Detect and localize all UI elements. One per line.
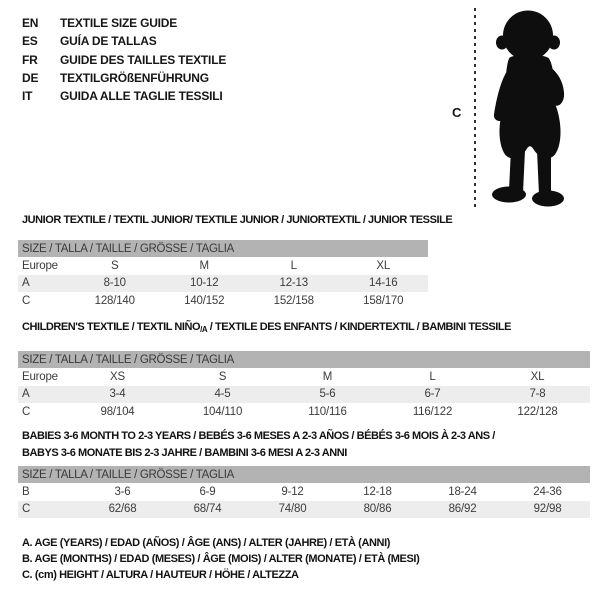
age-cell: 14-16 <box>369 277 398 290</box>
height-cell: 128/140 <box>94 294 135 307</box>
months-cell: 6-9 <box>199 485 216 498</box>
age-cell: 5-6 <box>319 388 336 401</box>
table-row-months <box>18 483 590 501</box>
size-header-bar: SIZE / TALLA / TAILLE / GRÖSSE / TAGLIA <box>18 351 590 368</box>
age-cell: 6-7 <box>424 388 441 401</box>
months-cell: 18-24 <box>448 485 477 498</box>
months-cell: 3-6 <box>114 485 131 498</box>
size-header-bar: SIZE / TALLA / TAILLE / GRÖSSE / TAGLIA <box>18 240 428 257</box>
height-cell: 74/80 <box>278 503 307 516</box>
language-label: GUIDA ALLE TAGLIE TESSILI <box>60 89 223 104</box>
row-label: C <box>22 405 31 418</box>
size-cell: XS <box>110 370 125 383</box>
table-title-children <box>22 320 511 337</box>
row-label: C <box>22 503 31 516</box>
age-cell: 8-10 <box>103 277 126 290</box>
size-cell: XL <box>530 370 545 383</box>
height-cell: 68/74 <box>193 503 222 516</box>
height-cell: 122/128 <box>517 405 558 418</box>
height-cell: 116/122 <box>412 405 453 418</box>
table-rows <box>18 257 428 310</box>
height-cell: 158/170 <box>363 294 404 307</box>
table-rows <box>18 483 590 518</box>
age-cell: 3-4 <box>109 388 126 401</box>
months-cell: 24-36 <box>533 485 562 498</box>
height-cell: 140/152 <box>184 294 225 307</box>
height-cell: 98/104 <box>100 405 135 418</box>
language-label: GUIDE DES TAILLES TEXTILE <box>60 52 227 67</box>
height-measure-line <box>474 8 476 207</box>
size-cell: S <box>111 259 119 272</box>
height-cell: 62/68 <box>108 503 137 516</box>
table-row-height <box>18 501 590 519</box>
footnote-height: C. (cm) HEIGHT / ALTURA / HAUTEUR / HÖHE / ALTEZZA <box>22 568 299 581</box>
table-title-junior: JUNIOR TEXTILE / TEXTIL JUNIOR/ TEXTILE JUNIOR / JUNIORTEXTIL / JUNIOR TESSILE <box>22 214 453 226</box>
language-code: IT <box>22 89 33 104</box>
title-line-2: BABYS 3-6 MONATE BIS 2-3 JAHRE / BAMBINI 3-6 MESI A 2-3 ANNI <box>22 446 347 459</box>
row-label: A <box>22 277 30 290</box>
language-list <box>22 14 226 105</box>
height-cell: 80/86 <box>363 503 392 516</box>
language-row-fr <box>22 51 226 69</box>
table-row-height <box>18 403 590 421</box>
age-cell: 12-13 <box>279 277 308 290</box>
row-label: B <box>22 485 30 498</box>
language-row-en <box>22 14 226 32</box>
title-subscript: /A <box>200 325 208 334</box>
language-code: EN <box>22 16 39 31</box>
table-row-europe <box>18 257 428 275</box>
size-cell: L <box>290 259 297 272</box>
language-row-it <box>22 87 226 105</box>
measure-label-c: C <box>452 105 462 120</box>
height-cell: 104/110 <box>202 405 243 418</box>
footnote-age-months: B. AGE (MONTHS) / EDAD (MESES) / ÂGE (MOIS) / ALTER (MONATE) / ETÀ (MESI) <box>22 552 420 565</box>
row-label: Europe <box>22 370 58 383</box>
title-part: CHILDREN'S TEXTILE / TEXTIL NIÑO <box>22 321 201 333</box>
table-row-europe <box>18 368 590 386</box>
age-cell: 4-5 <box>214 388 231 401</box>
size-cell: XL <box>376 259 391 272</box>
row-label: A <box>22 388 30 401</box>
language-label: TEXTILE SIZE GUIDE <box>60 16 178 31</box>
language-code: FR <box>22 52 38 67</box>
months-cell: 9-12 <box>281 485 304 498</box>
age-cell: 7-8 <box>529 388 546 401</box>
size-cell: M <box>322 370 333 383</box>
title-line-1: BABIES 3-6 MONTH TO 2-3 YEARS / BEBÉS 3-6 MESES A 2-3 AÑOS / BÉBÉS 3-6 MOIS À 2-3 ANS / <box>22 430 495 442</box>
size-cell: L <box>429 370 436 383</box>
height-cell: 110/116 <box>308 405 347 418</box>
table-row-age <box>18 275 428 293</box>
height-cell: 86/92 <box>448 503 477 516</box>
footnotes <box>22 537 419 585</box>
table-row-height <box>18 292 428 310</box>
size-header-bar: SIZE / TALLA / TAILLE / GRÖSSE / TAGLIA <box>18 466 590 483</box>
language-row-es <box>22 32 226 50</box>
table-rows <box>18 368 590 421</box>
size-cell: S <box>218 370 227 383</box>
size-cell: M <box>199 259 209 272</box>
title-part: / TEXTILE DES ENFANTS / KINDERTEXTIL / BAMBINI TESSILE <box>207 321 512 333</box>
height-cell: 152/158 <box>273 294 314 307</box>
language-code: DE <box>22 71 39 86</box>
table-row-age <box>18 386 590 404</box>
language-row-de <box>22 69 226 87</box>
age-cell: 10-12 <box>190 277 219 290</box>
height-cell: 92/98 <box>533 503 562 516</box>
table-title-babies <box>22 428 495 461</box>
row-label: C <box>22 294 31 307</box>
row-label: Europe <box>22 259 58 272</box>
language-label: GUÍA DE TALLAS <box>60 34 157 49</box>
language-label: TEXTILGRÖßENFÜHRUNG <box>60 71 209 86</box>
months-cell: 12-18 <box>363 485 392 498</box>
baby-silhouette-icon <box>481 6 581 207</box>
footnote-age-years: A. AGE (YEARS) / EDAD (AÑOS) / ÂGE (ANS) / ALTER (JAHRE) / ETÀ (ANNI) <box>22 537 390 549</box>
language-code: ES <box>22 34 38 49</box>
